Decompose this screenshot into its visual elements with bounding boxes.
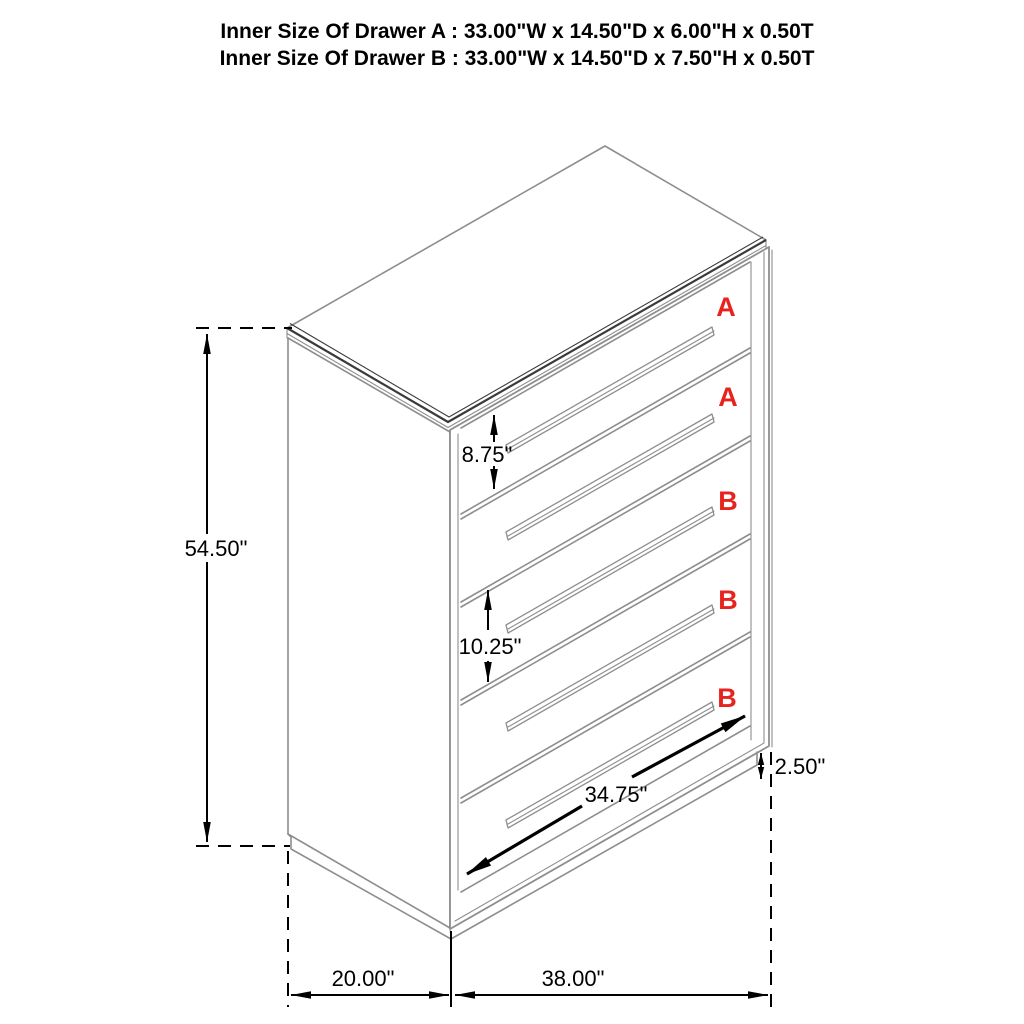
dim-drawer-b-label: 10.25" (458, 634, 522, 659)
drawer-label: A (716, 292, 736, 322)
title-line-1: Inner Size Of Drawer A : 33.00"W x 14.50"D x 6.00"H x 0.50T (220, 20, 814, 43)
drawer-label: B (717, 683, 737, 713)
cabinet-side-panel (288, 338, 450, 928)
drawer-label: A (718, 382, 738, 412)
dim-width (455, 966, 768, 995)
chest-drawing (287, 146, 772, 939)
side-panel-face (288, 338, 450, 928)
drawer-label: B (718, 585, 738, 615)
dim-depth-label: 20.00" (331, 966, 395, 991)
title-line-2: Inner Size Of Drawer B : 33.00"W x 14.50"D x 7.50"H x 0.50T (219, 47, 815, 70)
dim-face-width-label: 34.75" (584, 782, 648, 807)
dim-drawer-a-label: 8.75" (461, 442, 513, 467)
dim-width-label: 38.00" (541, 966, 605, 991)
dim-overall-height-label: 54.50" (184, 536, 248, 561)
title-block (220, 20, 815, 70)
dim-depth (291, 966, 449, 995)
drawer-label: B (718, 486, 738, 516)
dim-overall-height (185, 328, 292, 846)
dim-base-height-label: 2.50" (774, 754, 826, 779)
